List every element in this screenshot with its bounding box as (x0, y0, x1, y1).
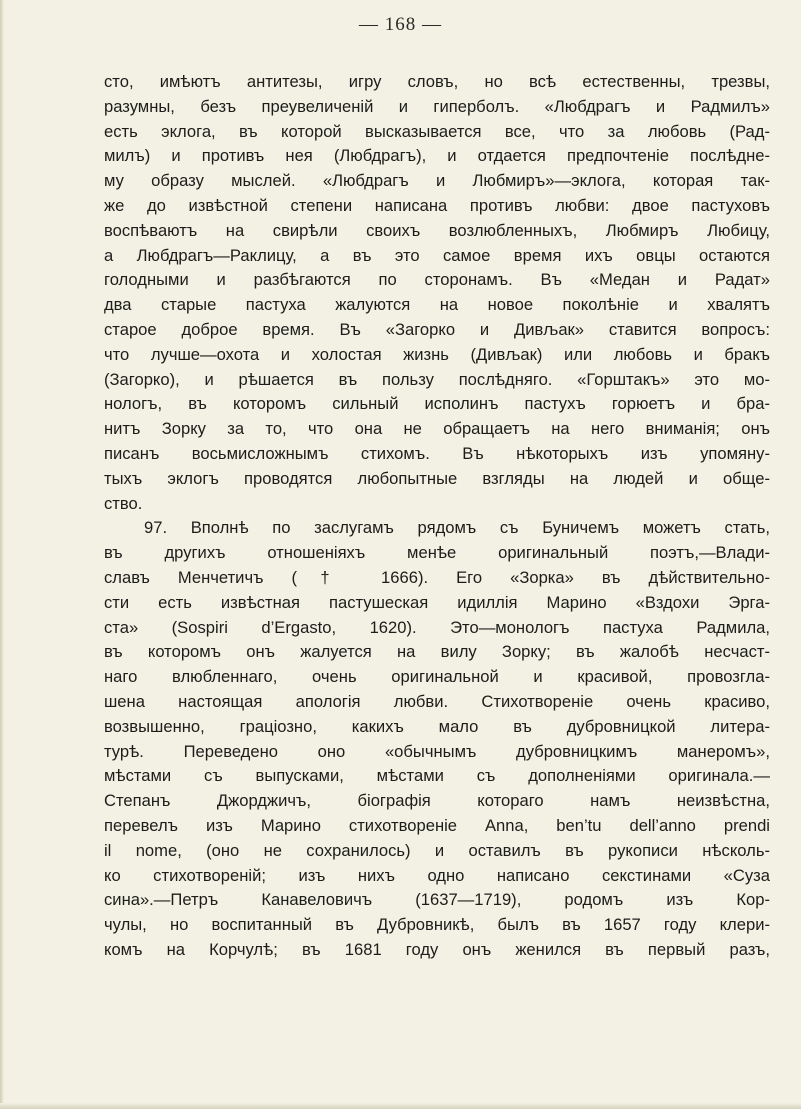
text-line: шена настоящая апологiя любви. Стихотворенiе очень красиво, (104, 691, 770, 711)
text-line: мѣстами съ выпусками, мѣстами съ дополненiями оригинала.— (104, 766, 770, 786)
text-line: сина».—Петръ Канавеловичъ (1637—1719), родомъ изъ Кор- (104, 890, 770, 910)
text-line: старое доброе время. Въ «Загорко и Дивљак» ставится вопросъ: (104, 319, 770, 339)
text-line: Степанъ Джорджичъ, бiографiя котораго намъ неизвѣстна, (104, 791, 770, 811)
text-line: что лучше—охота и холостая жизнь (Дивљак) или любовь и бракъ (104, 344, 770, 364)
text-line: въ другихъ отношенiяхъ менѣе оригинальный поэтъ,—Влади- (104, 543, 770, 563)
text-line: разумны, безъ преувеличенiй и гиперболъ. «Любдрагъ и Радмилъ» (104, 96, 770, 116)
text-line: il nome, (оно не сохранилось) и оставилъ въ рукописи нѣсколь- (104, 840, 770, 860)
text-line: перевелъ изъ Марино стихотворенiе Anna, ben’tu dell’anno prendi (104, 815, 770, 835)
text-line: въ которомъ онъ жалуется на вилу Зорку; въ жалобѣ несчаст- (104, 642, 770, 662)
text-line: турѣ. Переведено оно «обычнымъ дубровницкимъ манеромъ», (104, 741, 770, 761)
text-line: писанъ восьмисложнымъ стихомъ. Въ нѣкоторыхъ изъ упомяну- (104, 443, 770, 463)
text-line: голодными и разбѣгаются по сторонамъ. Въ «Медан и Радат» (104, 270, 770, 290)
text-line: нологъ, въ которомъ сильный исполинъ пастухъ горюетъ и бра- (104, 394, 770, 414)
text-line: 97. Вполнѣ по заслугамъ рядомъ съ Буничемъ можетъ стать, (144, 518, 770, 538)
paragraph (104, 516, 770, 962)
text-line: а Любдрагъ—Раклицу, а въ это самое время ихъ овцы остаются (104, 245, 770, 265)
text-line: наго влюбленнаго, очень оригинальной и красивой, провозгла- (104, 667, 770, 687)
text-line: му образу мыслей. «Любдрагъ и Любмиръ»—эклога, которая так- (104, 171, 770, 191)
page-body (104, 70, 770, 963)
text-line: возвышенно, грацiозно, какихъ мало въ дубровницкой литера- (104, 716, 770, 736)
page-number: — 168 — (359, 14, 442, 35)
text-line: комъ на Корчулѣ; въ 1681 году онъ женился въ первый разъ, (104, 939, 770, 959)
text-line: ко стихотворенiй; изъ нихъ одно написано секстинами «Суза (104, 865, 770, 885)
text-line: тыхъ эклогъ проводятся любопытные взгляды на людей и обще- (104, 468, 770, 488)
text-line: милъ) и противъ нея (Любдрагъ), и отдается предпочтенiе послѣдне- (104, 146, 770, 166)
text-line: (Загорко), и рѣшается въ пользу послѣдняго. «Горштакъ» это мо- (104, 369, 770, 389)
paragraph (104, 70, 770, 516)
text-line: сти есть извѣстная пастушеская идиллiя Марино «Вздохи Эрга- (104, 592, 770, 612)
text-line: воспѣваютъ на свирѣли своихъ возлюбленныхъ, Любмиръ Любицу, (104, 220, 770, 240)
text-line: же до извѣстной степени написана противъ любви: двое пастуховъ (104, 195, 770, 215)
text-line: нитъ Зорку за то, что она не обращаетъ на него вниманiя; онъ (104, 419, 770, 439)
scan-edge-bottom (0, 1103, 801, 1109)
scan-edge (0, 0, 4, 1109)
text-line: сто, имѣютъ антитезы, игру словъ, но всѣ естественны, трезвы, (104, 72, 770, 91)
text-line: два старые пастуха жалуются на новое поколѣнiе и хвалятъ (104, 295, 770, 315)
text-line: есть эклога, въ которой высказывается все, что за любовь (Рад- (104, 121, 770, 141)
text-line: ста» (Sospiri d’Ergasto, 1620). Это—монологъ пастуха Радмила, (104, 617, 770, 637)
text-line: чулы, но воспитанный въ Дубровникѣ, былъ въ 1657 году клери- (104, 915, 770, 935)
text-line: ство. (104, 493, 143, 513)
text-line: славъ Менчетичъ († 1666). Его «Зорка» въ дѣйствительно- (104, 567, 770, 587)
